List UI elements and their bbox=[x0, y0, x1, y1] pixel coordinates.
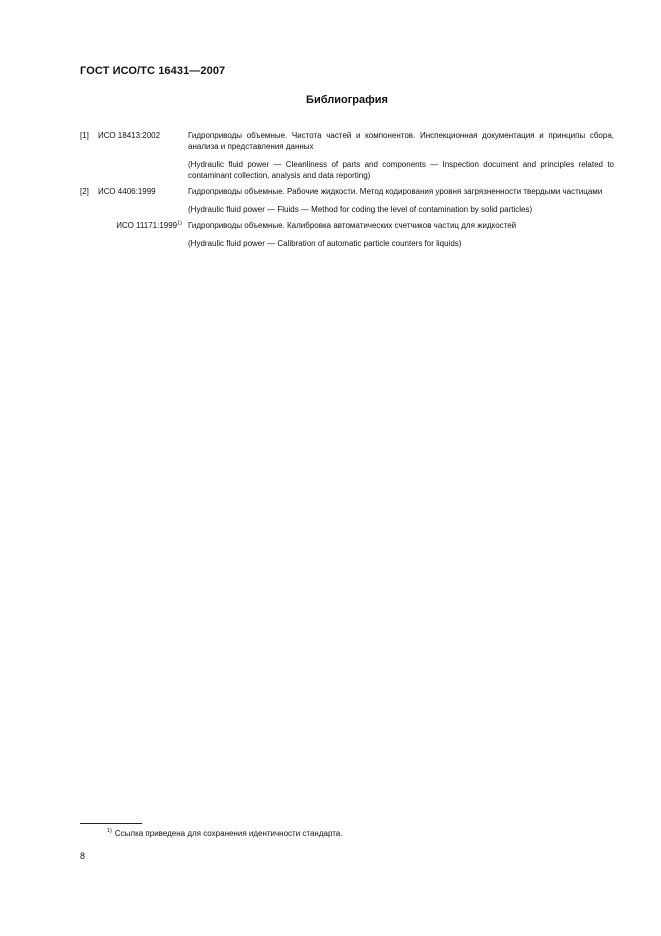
footnote-text: Ссылка приведена для сохранения идентичности стандарта. bbox=[114, 829, 343, 838]
entry-title-ru: Гидроприводы объемные. Калибровка автоматических счетчиков частиц для жидкостей bbox=[188, 221, 517, 230]
footnote-divider bbox=[80, 823, 142, 824]
entry-reference bbox=[98, 220, 182, 231]
page-number: 8 bbox=[80, 851, 86, 861]
entry-title-en: (Hydraulic fluid power — Cleanliness of parts and components — Inspection document and principles related to contaminant collection, analysis and data reporting) bbox=[188, 160, 614, 180]
reference-code: ИСО 18413:2002 bbox=[98, 131, 161, 140]
entry-number: [2] bbox=[80, 187, 89, 196]
entry-title-ru: Гидроприводы объемные. Чистота частей и компонентов. Инспекционная документация и принципы сбора, анализа и представления данных bbox=[188, 131, 614, 151]
footnote bbox=[107, 829, 342, 838]
entry-title-ru: Гидроприводы объемные. Рабочие жидкости. Метод кодирования уровня загрязненности твердыми частицами bbox=[188, 187, 603, 196]
bibliography-list bbox=[80, 130, 614, 254]
entry-reference bbox=[98, 186, 156, 197]
footnote-marker: 1) bbox=[107, 828, 112, 835]
reference-code: ИСО 11171:1999 bbox=[116, 221, 178, 230]
entry-title-en: (Hydraulic fluid power — Calibration of automatic particle counters for liquids) bbox=[188, 239, 462, 248]
bibliography-entry-2 bbox=[80, 186, 614, 215]
bibliography-entry-1 bbox=[80, 130, 614, 181]
entry-number: [1] bbox=[80, 131, 89, 140]
reference-code: ИСО 4406:1999 bbox=[98, 187, 156, 196]
entry-reference bbox=[98, 130, 160, 141]
entry-title-en: (Hydraulic fluid power — Fluids — Method for coding the level of contamination by solid particles) bbox=[188, 205, 533, 214]
section-title: Библиография bbox=[306, 94, 388, 106]
footnote-marker[interactable]: 1) bbox=[177, 220, 182, 227]
document-code: ГОСТ ИСО/ТС 16431—2007 bbox=[80, 65, 226, 77]
bibliography-entry-3 bbox=[80, 220, 614, 249]
